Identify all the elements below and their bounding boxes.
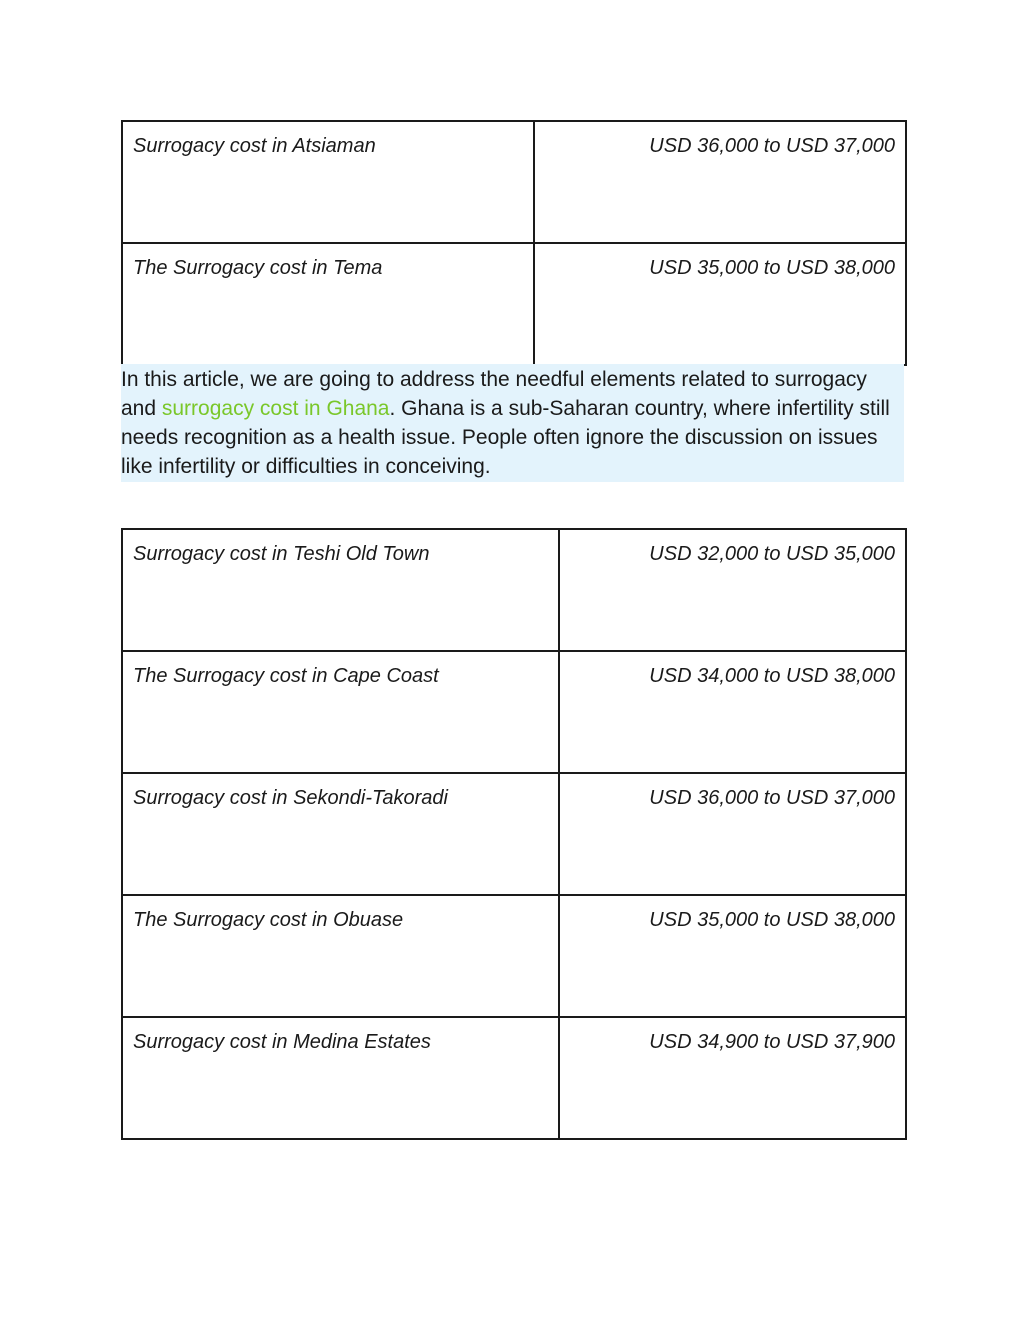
price-cell: USD 35,000 to USD 38,000 [559, 895, 906, 1017]
price-cell: USD 36,000 to USD 37,000 [534, 121, 906, 243]
location-cell: The Surrogacy cost in Obuase [122, 895, 559, 1017]
intro-paragraph [121, 364, 904, 482]
table-row [122, 895, 906, 1017]
table-row [122, 529, 906, 651]
location-cell: Surrogacy cost in Medina Estates [122, 1017, 559, 1139]
price-cell: USD 36,000 to USD 37,000 [559, 773, 906, 895]
location-cell: Surrogacy cost in Atsiaman [122, 121, 534, 243]
surrogacy-cost-ghana-link[interactable]: surrogacy cost in Ghana [161, 397, 390, 420]
price-cell: USD 32,000 to USD 35,000 [559, 529, 906, 651]
location-cell: Surrogacy cost in Sekondi-Takoradi [122, 773, 559, 895]
table-row [122, 651, 906, 773]
cost-table-top [121, 120, 907, 366]
table-row [122, 243, 906, 365]
price-cell: USD 34,000 to USD 38,000 [559, 651, 906, 773]
location-cell: Surrogacy cost in Teshi Old Town [122, 529, 559, 651]
intro-text-end: . Ghana is a sub-Saharan country, where infertility still needs recognition as a health issue. People often ignore the discussion on issues like infertility or difficulties in conceiving. [121, 397, 890, 478]
cost-table-bottom [121, 528, 907, 1140]
intro-text-start: In this article, we are going to address the needful elements related to surrogacy and [121, 368, 867, 420]
price-cell: USD 35,000 to USD 38,000 [534, 243, 906, 365]
location-cell: The Surrogacy cost in Cape Coast [122, 651, 559, 773]
location-cell: The Surrogacy cost in Tema [122, 243, 534, 365]
table-row [122, 121, 906, 243]
price-cell: USD 34,900 to USD 37,900 [559, 1017, 906, 1139]
table-row [122, 773, 906, 895]
table-row [122, 1017, 906, 1139]
